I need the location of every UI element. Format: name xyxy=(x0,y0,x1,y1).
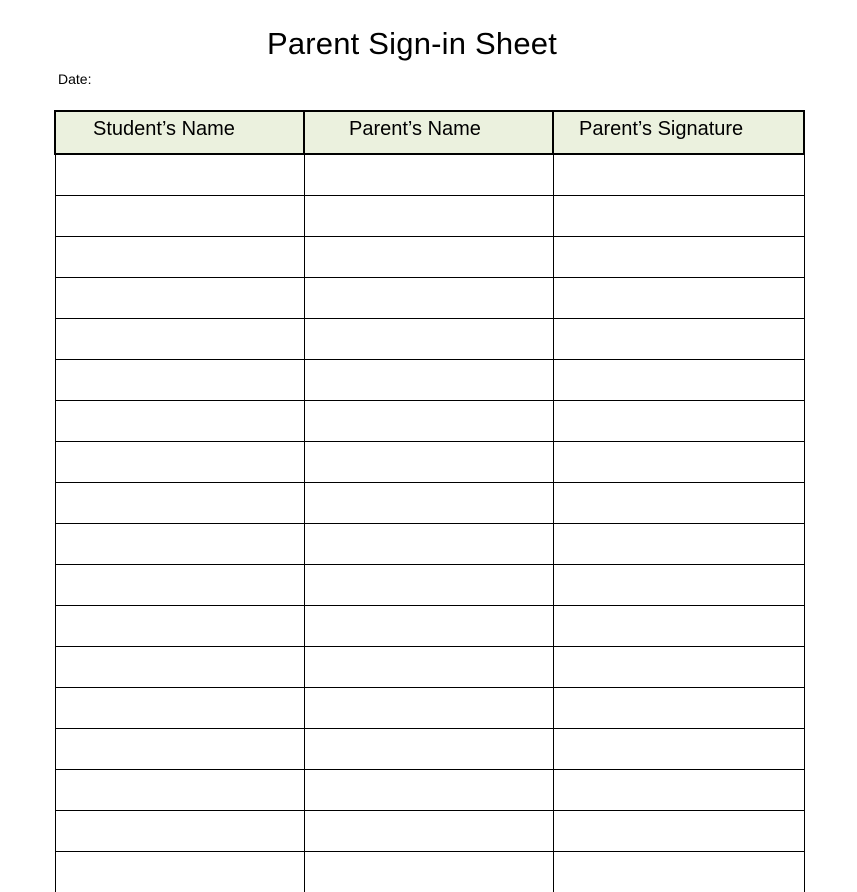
parent-signature-cell[interactable] xyxy=(553,606,804,647)
parent-name-cell[interactable] xyxy=(304,729,553,770)
table-row xyxy=(55,360,804,401)
parent-name-cell[interactable] xyxy=(304,278,553,319)
column-header-student-name: Student’s Name xyxy=(55,111,304,154)
student-name-cell[interactable] xyxy=(55,770,304,811)
parent-signature-cell[interactable] xyxy=(553,360,804,401)
page-title: Parent Sign-in Sheet xyxy=(0,24,824,64)
parent-name-cell[interactable] xyxy=(304,483,553,524)
student-name-cell[interactable] xyxy=(55,688,304,729)
parent-signature-cell[interactable] xyxy=(553,565,804,606)
parent-name-cell[interactable] xyxy=(304,606,553,647)
parent-name-cell[interactable] xyxy=(304,811,553,852)
table-row xyxy=(55,565,804,606)
parent-signature-cell[interactable] xyxy=(553,196,804,237)
parent-signature-cell[interactable] xyxy=(553,524,804,565)
student-name-cell[interactable] xyxy=(55,524,304,565)
parent-name-cell[interactable] xyxy=(304,688,553,729)
parent-signature-cell[interactable] xyxy=(553,154,804,196)
column-header-parent-signature: Parent’s Signature xyxy=(553,111,804,154)
table-row xyxy=(55,483,804,524)
table-row xyxy=(55,770,804,811)
column-header-parent-name: Parent’s Name xyxy=(304,111,553,154)
student-name-cell[interactable] xyxy=(55,360,304,401)
parent-name-cell[interactable] xyxy=(304,237,553,278)
header-row xyxy=(55,111,804,154)
student-name-cell[interactable] xyxy=(55,278,304,319)
table-body xyxy=(55,154,804,892)
sign-in-table xyxy=(54,110,803,892)
parent-signature-cell[interactable] xyxy=(553,237,804,278)
student-name-cell[interactable] xyxy=(55,442,304,483)
table-row xyxy=(55,647,804,688)
parent-name-cell[interactable] xyxy=(304,360,553,401)
parent-name-cell[interactable] xyxy=(304,442,553,483)
student-name-cell[interactable] xyxy=(55,319,304,360)
parent-signature-cell[interactable] xyxy=(553,483,804,524)
parent-name-cell[interactable] xyxy=(304,647,553,688)
table-row xyxy=(55,729,804,770)
table-row xyxy=(55,278,804,319)
table-row xyxy=(55,401,804,442)
parent-name-cell[interactable] xyxy=(304,319,553,360)
parent-name-cell[interactable] xyxy=(304,524,553,565)
parent-name-cell[interactable] xyxy=(304,401,553,442)
parent-name-cell[interactable] xyxy=(304,154,553,196)
parent-name-cell[interactable] xyxy=(304,196,553,237)
table-row xyxy=(55,442,804,483)
parent-signature-cell[interactable] xyxy=(553,319,804,360)
student-name-cell[interactable] xyxy=(55,154,304,196)
student-name-cell[interactable] xyxy=(55,483,304,524)
student-name-cell[interactable] xyxy=(55,811,304,852)
table-row xyxy=(55,196,804,237)
date-label: Date: xyxy=(58,71,91,87)
student-name-cell[interactable] xyxy=(55,729,304,770)
parent-signature-cell[interactable] xyxy=(553,442,804,483)
parent-name-cell[interactable] xyxy=(304,565,553,606)
parent-signature-cell[interactable] xyxy=(553,278,804,319)
table-row xyxy=(55,811,804,852)
table-row xyxy=(55,524,804,565)
student-name-cell[interactable] xyxy=(55,237,304,278)
parent-signature-cell[interactable] xyxy=(553,688,804,729)
parent-name-cell[interactable] xyxy=(304,770,553,811)
date-field[interactable] xyxy=(58,70,91,88)
table-row xyxy=(55,606,804,647)
student-name-cell[interactable] xyxy=(55,606,304,647)
table-row xyxy=(55,688,804,729)
table-row xyxy=(55,319,804,360)
student-name-cell[interactable] xyxy=(55,401,304,442)
student-name-cell[interactable] xyxy=(55,647,304,688)
parent-signature-cell[interactable] xyxy=(553,401,804,442)
parent-signature-cell[interactable] xyxy=(553,811,804,852)
student-name-cell[interactable] xyxy=(55,196,304,237)
parent-signature-cell[interactable] xyxy=(553,647,804,688)
student-name-cell[interactable] xyxy=(55,565,304,606)
table-row xyxy=(55,237,804,278)
table-row xyxy=(55,154,804,196)
parent-signature-cell[interactable] xyxy=(553,729,804,770)
parent-signature-cell[interactable] xyxy=(553,770,804,811)
